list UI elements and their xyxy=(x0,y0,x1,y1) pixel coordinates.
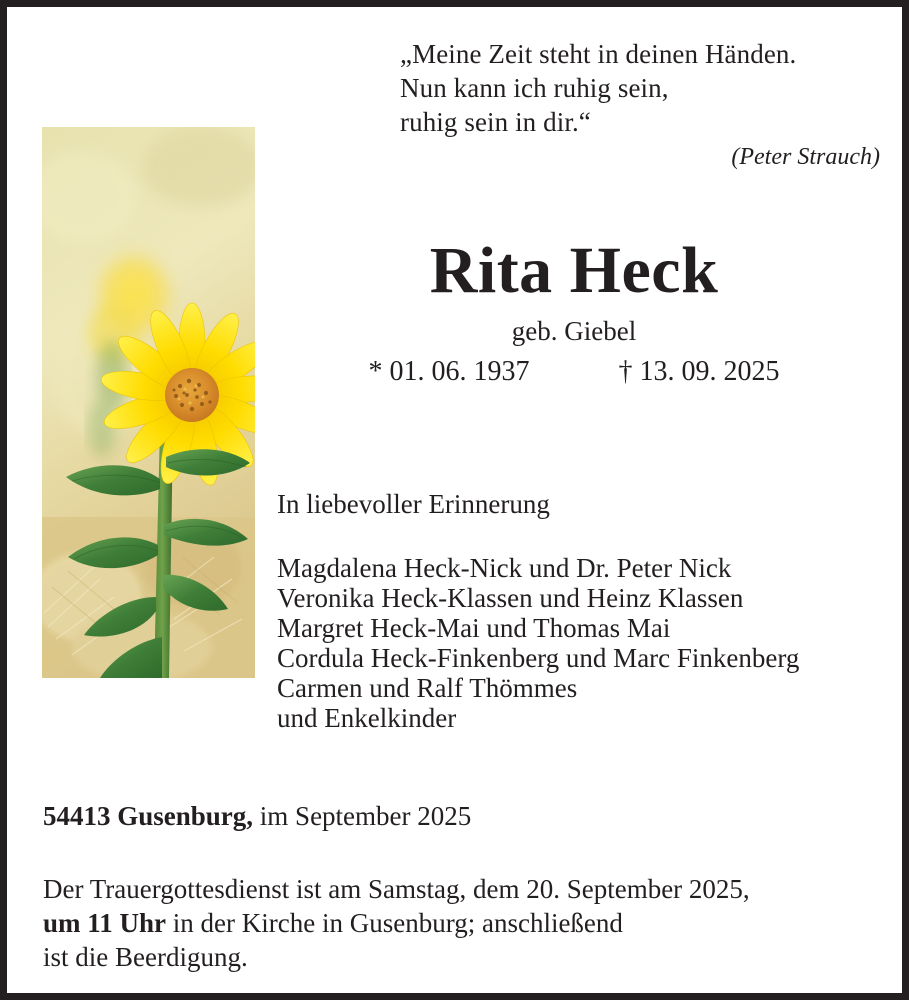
sunflower-photo xyxy=(42,127,255,678)
service-information xyxy=(43,872,873,974)
notice-canvas xyxy=(7,7,902,993)
quote-line-1: „Meine Zeit steht in deinen Händen. xyxy=(400,39,797,69)
service-line-2 xyxy=(43,906,873,940)
family-member-line: und Enkelkinder xyxy=(277,703,457,733)
family-member-line: Magdalena Heck-Nick und Dr. Peter Nick xyxy=(277,553,732,583)
maiden-name: geb. Giebel xyxy=(511,316,637,346)
death-date: † 13. 09. 2025 xyxy=(618,356,780,387)
service-time: um 11 Uhr xyxy=(43,908,167,938)
place-date: im September 2025 xyxy=(253,801,472,831)
family-member-line: Veronika Heck-Klassen und Heinz Klassen xyxy=(277,583,744,613)
quote-author: (Peter Strauch) xyxy=(731,144,880,170)
deceased-name: Rita Heck xyxy=(429,234,719,307)
place-and-date xyxy=(43,799,471,833)
memorial-intro: In liebevoller Erinnerung xyxy=(277,489,550,519)
service-line-1: Der Trauergottesdienst ist am Samstag, dem 20. September 2025, xyxy=(43,874,750,904)
place-location: 54413 Gusenburg, xyxy=(43,801,254,831)
quote-line-3: ruhig sein in dir.“ xyxy=(400,107,591,137)
life-dates xyxy=(269,355,879,389)
family-list xyxy=(277,553,799,733)
family-member-line: Margret Heck-Mai und Thomas Mai xyxy=(277,613,671,643)
quote-line-2: Nun kann ich ruhig sein, xyxy=(400,73,669,103)
memorial-quote xyxy=(400,37,880,139)
birth-date: * 01. 06. 1937 xyxy=(368,356,530,387)
name-block xyxy=(269,235,879,389)
service-location: in der Kirche in Gusenburg; anschließend xyxy=(166,908,623,938)
service-line-3: ist die Beerdigung. xyxy=(43,942,248,972)
family-member-line: Carmen und Ralf Thömmes xyxy=(277,673,578,703)
family-member-line: Cordula Heck-Finkenberg und Marc Finkenberg xyxy=(277,643,800,673)
